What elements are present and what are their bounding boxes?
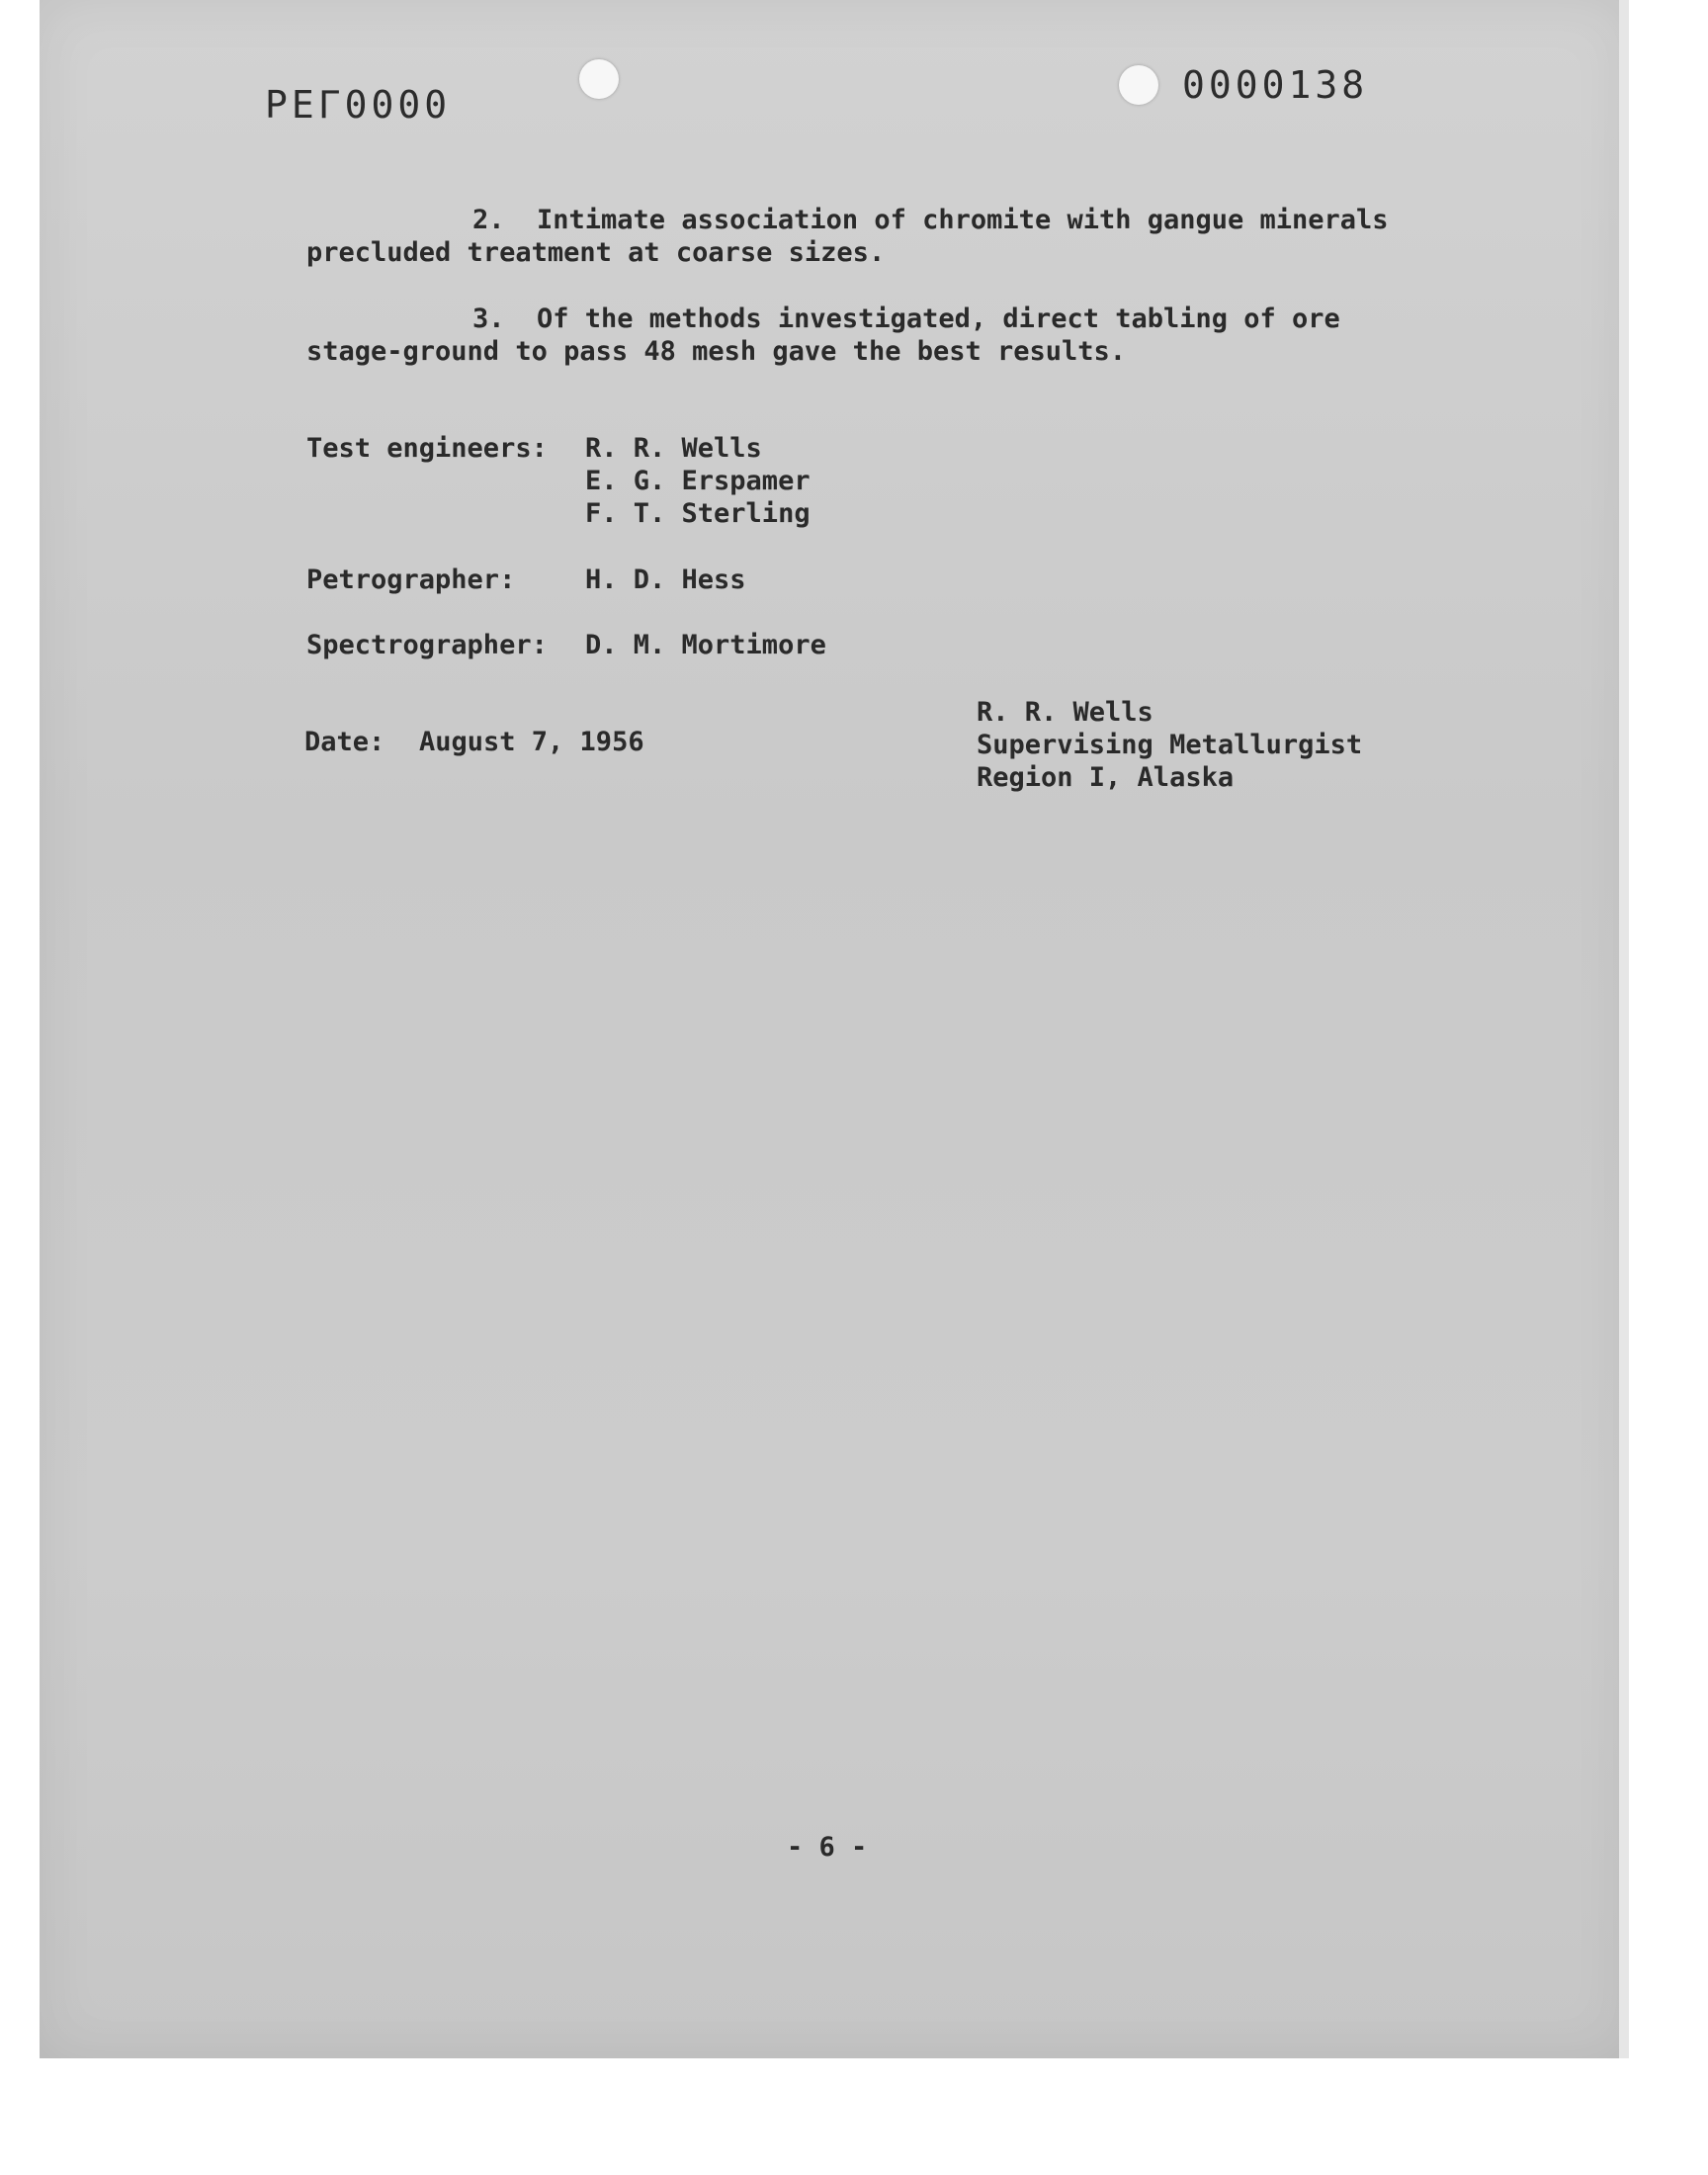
- page-edge: [1619, 0, 1629, 2058]
- test-engineer-3: F. T. Sterling: [585, 498, 811, 529]
- date-value: August 7, 1956: [419, 727, 644, 757]
- paragraph-3-line-2: stage-ground to pass 48 mesh gave the best results.: [306, 336, 1127, 367]
- test-engineer-2: E. G. Erspamer: [585, 466, 811, 496]
- page-number: - 6 -: [787, 1832, 868, 1863]
- signature-title: Supervising Metallurgist: [977, 730, 1363, 760]
- test-engineer-1: R. R. Wells: [585, 433, 762, 464]
- petrographer-name: H. D. Hess: [585, 565, 746, 595]
- signature-name: R. R. Wells: [977, 697, 1153, 728]
- paragraph-2-line-1: 2. Intimate association of chromite with gangue minerals: [472, 205, 1389, 235]
- punch-hole-right: [1119, 65, 1158, 105]
- date-label: Date:: [304, 727, 385, 757]
- document-page: [40, 0, 1629, 2058]
- paragraph-3-line-1: 3. Of the methods investigated, direct tabling of ore: [472, 304, 1340, 334]
- stamp-number-right: 0000138: [1182, 63, 1369, 107]
- punch-hole-left: [579, 59, 619, 99]
- paragraph-2-line-2: precluded treatment at coarse sizes.: [306, 237, 886, 268]
- stamp-number-left: PEΓ0000: [265, 83, 452, 127]
- test-engineers-label: Test engineers:: [306, 433, 548, 464]
- spectrographer-name: D. M. Mortimore: [585, 630, 826, 660]
- spectrographer-label: Spectrographer:: [306, 630, 548, 660]
- petrographer-label: Petrographer:: [306, 565, 516, 595]
- signature-region: Region I, Alaska: [977, 762, 1235, 793]
